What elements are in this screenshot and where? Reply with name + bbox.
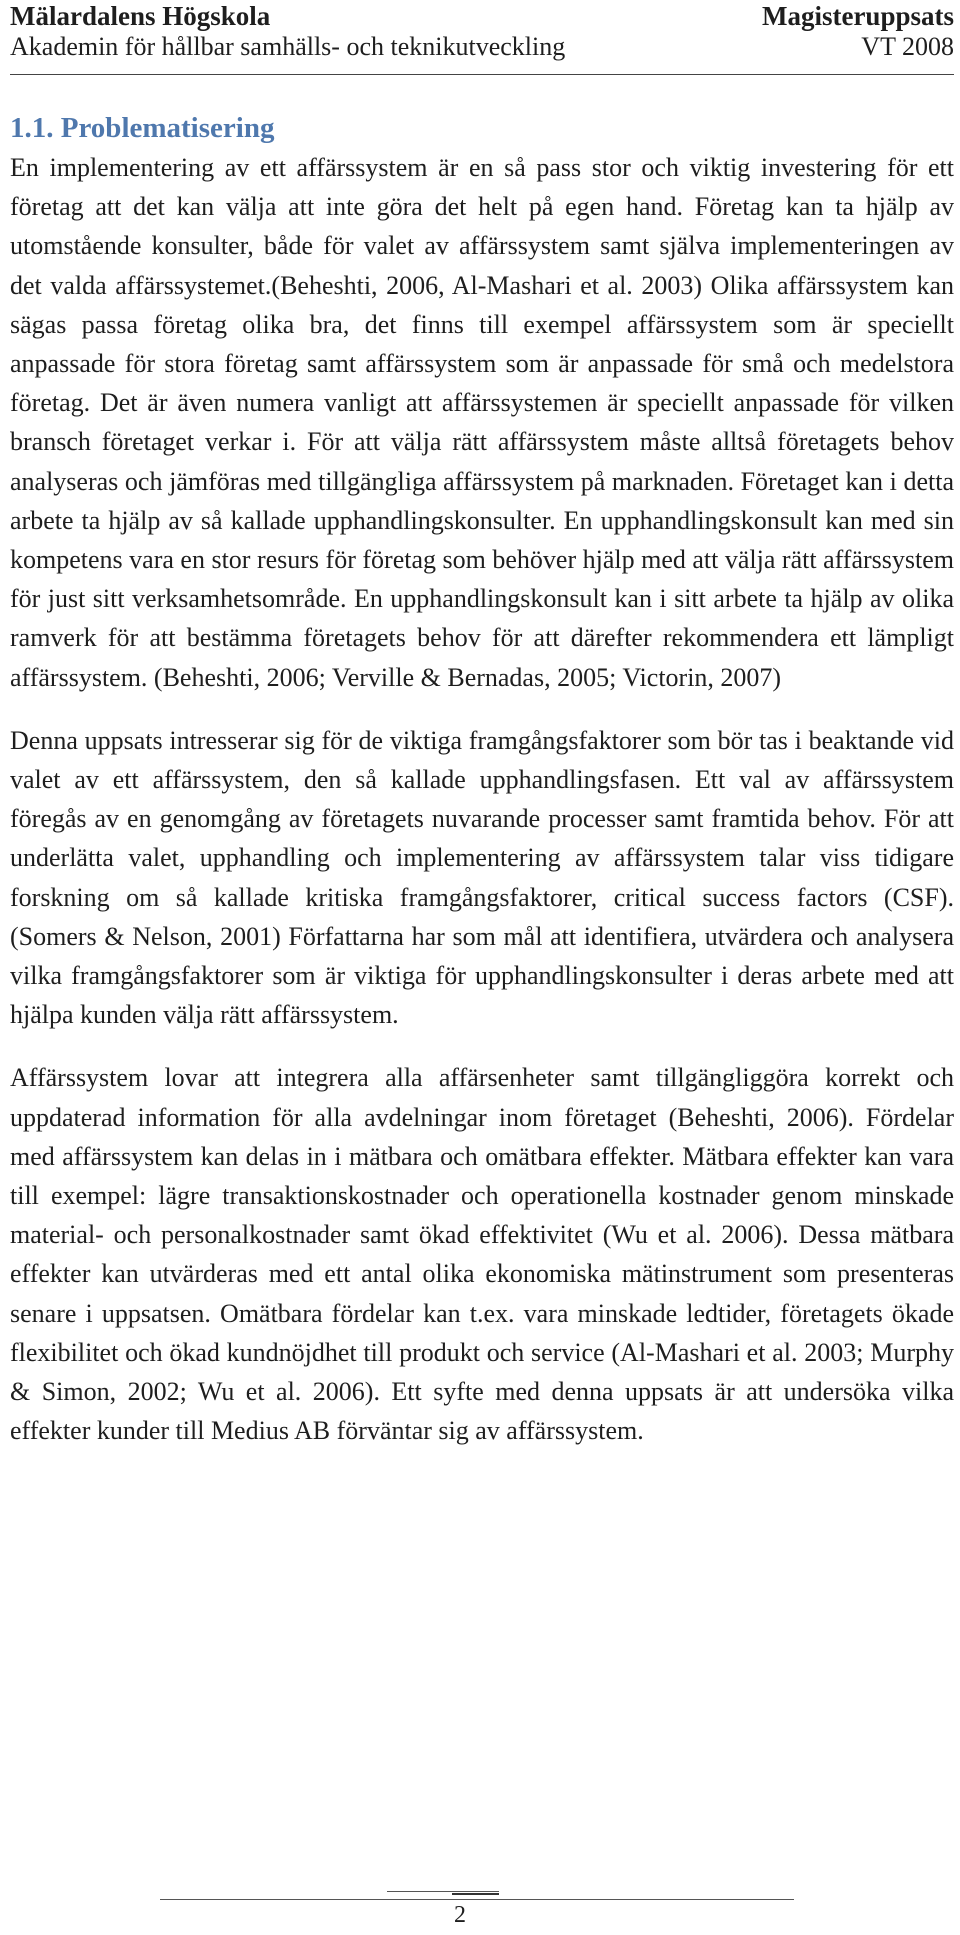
document-body (10, 108, 954, 1451)
footer-accent-line (387, 1891, 499, 1892)
paragraph-problem: En implementering av ett affärssystem är en så pass stor och viktig investering för ett företag att det kan välja att inte göra det helt på egen hand. Företag kan ta hjälp av utomstående konsulter, både för valet av affärssystem samt själva implementeringen av det valda affärssystemet.(Beheshti, 2006, Al-Mashari et al. 2003) Olika affärssystem kan sägas passa företag olika bra, det finns till exempel affärssystem som är speciellt anpassade för stora företag samt affärssystem som är anpassade för små och medelstora företag. Det är även numera vanligt att affärssystemen är speciellt anpassade för vilken bransch företaget verkar i. För att välja rätt affärssystem måste alltså företagets behov analyseras och jämföras med tillgängliga affärssystem på marknaden. Företaget kan i detta arbete ta hjälp av så kallade upphandlingskonsulter. En upphandlingskonsult kan med sin kompetens vara en stor resurs för företag som behöver hjälp med att välja rätt affärssystem för just sitt verksamhetsområde. En upphandlingskonsult kan i sitt arbete ta hjälp av olika ramverk för att bestämma företagets behov för att därefter rekommendera ett lämpligt affärssystem. (Beheshti, 2006; Verville & Bernadas, 2005; Victorin, 2007) (10, 153, 954, 692)
header-row-top (10, 0, 954, 32)
page-header (10, 0, 954, 75)
paragraph-gap (10, 1034, 954, 1058)
paragraph-gap (10, 697, 954, 721)
paragraph-success-factors: Denna uppsats intresserar sig för de viktiga framgångsfaktorer som bör tas i beaktande vid valet av ett affärssystem, den så kallade upphandlingsfasen. Ett val av affärssystem föregås av en genomgång av företagets nuvarande processer samt framtida behov. För att underlätta valet, upphandling och implementering av affärssystem talar viss tidigare forskning om så kallade kritiska framgångsfaktorer, critical success factors (CSF). (Somers & Nelson, 2001) Författarna har som mål att identifiera, utvärdera och analysera vilka framgångsfaktorer som är viktiga för upphandlingskonsulter i deras arbete med att hjälpa kunden välja rätt affärssystem. (10, 725, 954, 1030)
footer-accent-line-bold (452, 1893, 499, 1895)
section-heading: 1.1. Problematisering (10, 112, 275, 144)
paragraph-benefits: Affärssystem lovar att integrera alla affärsenheter samt tillgängliggöra korrekt och uppdaterad information för alla avdelningar inom företaget (Beheshti, 2006). Fördelar med affärssystem kan delas in i mätbara och omätbara effekter. Mätbara effekter kan vara till exempel: lägre transaktionskostnader och operationella kostnader genom minskade material- och personalkostnader samt ökad effektivitet (Wu et al. 2006). Dessa mätbara effekter kan utvärderas med ett antal olika ekonomiska mätinstrument som presenteras senare i uppsatsen. Omätbara fördelar kan t.ex. vara minskade ledtider, företagets ökade flexibilitet och ökad kundnöjdhet till produkt och service (Al-Mashari et al. 2003; Murphy & Simon, 2002; Wu et al. 2006). Ett syfte med denna uppsats är att undersöka vilka effekter kunder till Medius AB förväntar sig av affärssystem. (10, 1063, 954, 1446)
header-row-bottom (10, 30, 954, 64)
term-label: VT 2008 (861, 32, 954, 61)
school-name: Mälardalens Högskola (10, 1, 271, 31)
page-number: 2 (454, 1902, 466, 1928)
document-type: Magisteruppsats (761, 1, 954, 31)
academy-name: Akademin för hållbar samhälls- och teknikutveckling (10, 32, 566, 61)
